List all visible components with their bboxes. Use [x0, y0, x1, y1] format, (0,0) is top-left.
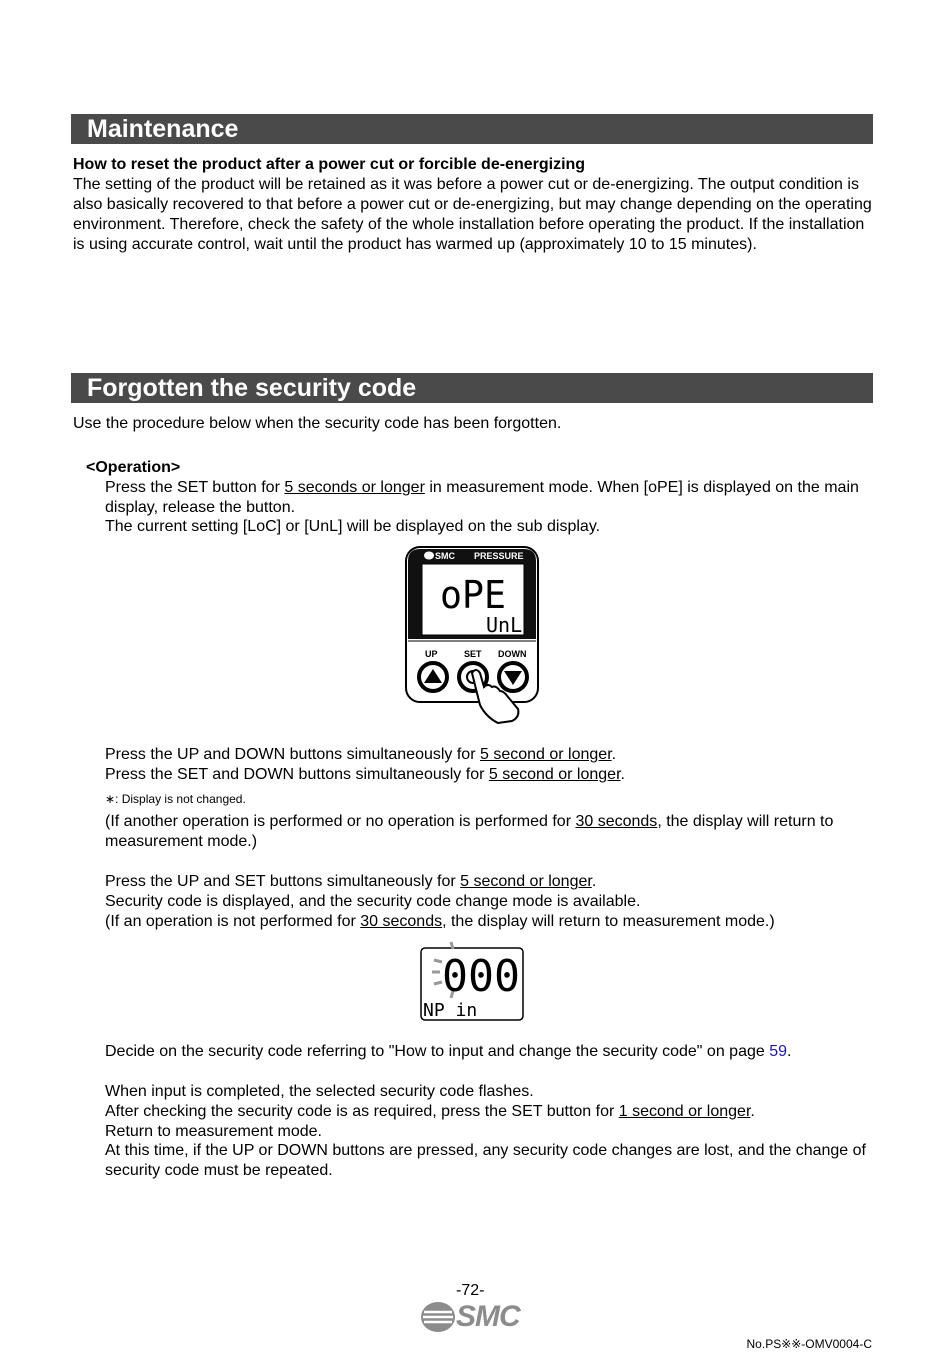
step2-note: ∗: Display is not changed.	[105, 792, 246, 806]
step5-line1: When input is completed, the selected security code flashes.	[105, 1083, 534, 1100]
smc-logo-icon	[420, 1300, 456, 1334]
device-label: PRESSURE	[474, 551, 524, 561]
doc-number: No.PS※※-OMV0004-C	[746, 1337, 872, 1351]
footer-logo-text: SMC	[456, 1300, 520, 1333]
step5-line2: After checking the security code is as required, press the SET button for 1 second or longer.	[105, 1103, 755, 1120]
device-up-label: UP	[425, 649, 438, 659]
device-sub-display: UnL	[486, 613, 523, 637]
step5-line4: At this time, if the UP or DOWN buttons are pressed, any security code changes are lost, and the change of security code must be repeated.	[105, 1142, 866, 1179]
step3-line1: Press the UP and SET buttons simultaneously for 5 second or longer.	[105, 873, 597, 890]
section-title-maintenance: Maintenance	[71, 114, 873, 144]
section-title-security: Forgotten the security code	[71, 373, 873, 403]
step4-text: Decide on the security code referring to "How to input and change the security code" on page 59.	[105, 1043, 792, 1060]
device-up-button[interactable]	[419, 663, 447, 691]
page-link[interactable]: 59	[769, 1043, 787, 1060]
step2-line2: Press the SET and DOWN buttons simultaneously for 5 second or longer.	[105, 766, 625, 783]
device-down-label: DOWN	[498, 649, 527, 659]
device-set-label: SET	[464, 649, 482, 659]
footer-logo	[420, 1300, 520, 1334]
step1-text: Press the SET button for 5 seconds or longer in measurement mode. When [oPE] is displayed on the main display, release the button.	[105, 479, 859, 516]
device-brand: SMC	[435, 551, 455, 561]
step1-duration: 5 seconds or longer	[284, 479, 425, 496]
step3-line3: (If an operation is not performed for 30 seconds, the display will return to measurement mode.)	[105, 913, 775, 930]
security-intro: Use the procedure below when the security code has been forgotten.	[73, 415, 562, 432]
step2-timeout-note: (If another operation is performed or no operation is performed for 30 seconds, the display will return to measurement mode.)	[105, 813, 834, 850]
code-sub-display: NP in	[423, 1000, 478, 1021]
step5-line3: Return to measurement mode.	[105, 1123, 322, 1140]
operation-label: <Operation>	[86, 459, 181, 476]
step1-line2: The current setting [LoC] or [UnL] will be displayed on the sub display.	[105, 518, 601, 535]
code-main-display: 000	[442, 951, 520, 1002]
security-code-display	[418, 940, 526, 1024]
maintenance-subtitle: How to reset the product after a power cut or forcible de-energizing	[73, 156, 586, 173]
page-number: -72-	[456, 1282, 485, 1299]
step3-line2: Security code is displayed, and the security code change mode is available.	[105, 893, 641, 910]
device-illustration	[400, 545, 540, 725]
device-down-button[interactable]	[499, 663, 527, 691]
maintenance-body: The setting of the product will be retained as it was before a power cut or de-energizing. The output condition is also basically recovered to that before a power cut or de-energizing, but may change depending on the operating environment. Therefore, check the safety of the whole installation before operating the product. If the installation is using accurate control, wait until the product has warmed up (approximately 10 to 15 minutes).	[73, 176, 872, 253]
device-main-display: oPE	[440, 573, 506, 617]
step2-line1: Press the UP and DOWN buttons simultaneously for 5 second or longer.	[105, 746, 617, 763]
